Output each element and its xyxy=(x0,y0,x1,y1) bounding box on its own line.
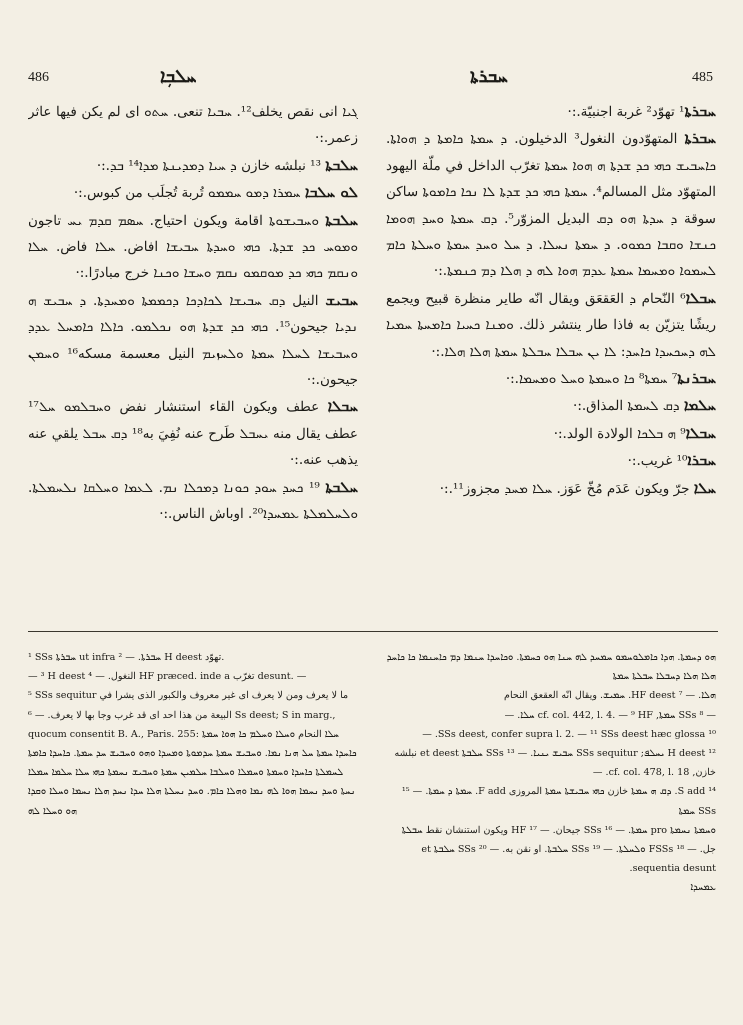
entry-gloss: ⁶ النّحام ܕ العَقعَق ويقال انّه طاير منظرة قبيح ويجمع ريشًا يتزيّن به فاذا طار ينتشر ذلك. ܘܡܢܐ ܟܚܝܐ ܟܐܡܚܬܐ ܚܡܝܐ ܠܗ ܕܚܟܚܕܐ ܟܐܚܕ: ܠܐ ܝܢ ܚܒܠܐ ܚܒܠܬܐ ܚܡܬܐ ܗܠܐ ܗܠܐ.:· xyxy=(386,290,716,360)
entry-gloss: المتهوّدون النغول³ الدخيلون. ܕ ܚܡܬܐ ܟܐܡܬܐ ܕ ܗܘܐܬܐ. ܟܐܚܒܝܫ ܟܗܝ ܟܕ ܫܕܬܐ ܗ ܗܘܐ ܚܡܬܐ تغرّب الداخل في ملّة اليهود المتهوّد مثل المسالم⁴. ܚܡܬܐ ܟܗܝ ܟܕ ܫܕܬܐ ܠܐ ܢܟܐ ܟܐܡܘܬܐ ساكن سوقة ܕ ܚܕܬܐ ܗܘ ܕܩ البديل المزوّر⁵. ܕܩ ܚܡܬܐ ܘܚܕ ܗܘܡܐ ܟܢܫܐ ܘܩܒܐ ܟܡܘܘ. ܕ ܚܡܬܐ ܢܚܠܐ. ܕ ܚܠ ܘܚܕ ܚܡܬܐ ܘܚܠܬܐ ܟܐܡ ܠܚܡܘܐ ܘܡܚܡܐ ܚܡܬܐ ܥܕܡ ܗܘܐ ܠܗ ܕ ܗܠܐ ܕܡ ܟܢܡܬܐ.:· xyxy=(386,131,716,280)
entry-headword: ܚܒܪܬܐ xyxy=(684,102,716,120)
entry-headword: ܚܒܠܐ xyxy=(685,423,716,442)
entry-headword: ܚܒܪܢܬܐ xyxy=(677,369,716,388)
lexicon-entry xyxy=(386,475,716,502)
footnote-line: ܘܚܡܬܐ ܢܚܡܬܐ pro ܚܡܬܐ. — ¹⁶ SSs جيحان. — ¹⁷ HF ويكون استنشان نقط ܚܒܠܬܐ جل. — ¹⁸ FSSs ܘܠܚܠܬܐ. — ¹⁹ SSs ܚܠܒܬܐ. او نقن به. — ²⁰ SSs ܚܠܒܬܐ et sequentia desunt. xyxy=(401,824,716,875)
right-page-number: 485 xyxy=(692,70,713,85)
entry-headword: ܚܒܠܐ xyxy=(327,397,358,416)
entry-gloss: ¹ تهوّد² غربة اجنبيّة.:· xyxy=(567,104,685,120)
footnote-line: ܥܡܚܕܐ xyxy=(690,882,716,894)
lexicon-entry xyxy=(386,125,716,284)
footnote-divider xyxy=(28,631,718,632)
entry-headword: ܚܠܒܬܐ xyxy=(325,477,358,496)
lexicon-entry xyxy=(386,365,716,392)
entry-gloss: ܕܩ ܠܚܡܬܐ المذاق.:· xyxy=(573,398,680,415)
lexicon-entry xyxy=(28,98,358,152)
entry-headword: ܚܒܝܫ xyxy=(325,290,358,309)
entry-gloss: جرّ ويكون عَدَم مُخّ عَوَز. ܚܠܐ ܡܚܕ مجزوز¹¹.:· xyxy=(439,480,690,497)
entry-headword: ܚܒܪܬܐ xyxy=(684,129,716,148)
lexicon-entry xyxy=(386,98,716,125)
footnote-line: ¹⁰ SSs deest, confer supra l. 2. — ¹¹ SSs deest hæc glossa. — xyxy=(422,728,716,740)
entry-headword: ܠܘ ܚܠܒܐ xyxy=(304,183,358,202)
entry-headword: ܚܒܠܐ xyxy=(685,288,716,307)
right-text-column xyxy=(386,98,716,618)
entry-gloss: عطف ويكون القاء استنشار نفض ܘܚܒܠܡܘ ܚܠ¹⁷ عطف يقال منه ܝܚܒܠ طَرح عنه نُفِيَ به¹⁸ ܕܩ ܚܒܠ يلقي عنه يذهب عنه.:· xyxy=(28,399,358,469)
lexicon-entry xyxy=(28,393,358,473)
footnote-line: — ⁸ SSs ܚܡܬܐ, cf. col. 442, l. 4. — ⁹ HF ܚܠܐ. — xyxy=(504,709,716,721)
lexicon-entry xyxy=(386,420,716,447)
lexicon-entry xyxy=(386,447,716,474)
entry-gloss: ¹³ نبلشه خازن ܕ ܚܝܐ ܕܡܕܝܢܬܐ ܡܕܐ¹⁴ ܒܕ.:· xyxy=(96,157,321,174)
footnote-line: ܗܘ ܕܚܡܬܐ. ܗܕܐ ܟܐܡܠܘܚܡܘ ܚܡܚܕ ܠܗ ܚܢܐ ܗܘ ܟܚܡܬܐ. ܘܟܐܚܕܐ ܚܢܡܐ ܕܡ ܟܐܚܢܡܐ ܟܐ ܟܐܚܕ ܗܠܐ ܗܠܐ ܕܚܒܠܐ ܚܒܠܬܐ ܚܡܬܐ xyxy=(386,652,716,683)
footnote-line: ⁵ SSs sequitur ما لا يعرف ومن لا يعرف اى غير معروف والكبور الذى يشرا في البيعة من هذا احد اى قد غرب وجا بها لا يعرف. — ⁶ Ss deest; S in marg., quocum consentit B. A., Paris. 255: ܚܠܐ النحام ܘܚܠܐ ܘܚܠܡ ܟܐ ܗܘܐ ܚܡܬܐ ܟܐܚܕܐ ܚܡܬܐ ܚܠ ܗܢܐ ܢܡܐ. ܘܚܒܝܫ ܚܡܬܐ ܚܕܡܘܬܐ ܘܡܚܕܐ ܘܗܘ ܘܚܒܝܫ ܚܕ ܚܡܬܐ. ܟܐܚܕܐ ܟܐܡܬܐ ܠܚܡܠܬܐ ܟܐܚܕܐ ܘܚܡܬܐ ܘܚܡܠܐ ܘܚܠܒܐ ܚܠܡܝܢ ܚܡܬܐ ܘܚܒܝܫ ܢܚܡܬܐ ܟܗܝ ܚܠܐ ܚܠܡܐ ܚܡܠܐ ܢܚܬܐ ܘܚܕ ܢܚܡܐ ܗܘܐ ܠܗ ܢܡܐ ܘܗܠܐ ܟܐܡ. ܘܚܕ ܢܚܠܬܐ ܗܠܐ ܚܕܐ ܢܚܕ ܗܠܐ ܢܚܡܐ ܘܚܠܐ ܘܩܕܐ ܗܘ ܘܚܠܐ ܠܗ xyxy=(28,690,357,817)
footnote-line: ¹ SSs ܚܒܪܬܐ ut infra ܚܒܪܬܐ. — ² H deest تهوّد. xyxy=(28,652,225,663)
entry-headword: ܚܠܡܐ xyxy=(683,396,716,415)
entry-headword: ܚܠܒܬܐ xyxy=(325,155,358,174)
lexicon-entry xyxy=(28,179,358,206)
footnote-line: — ³ H deest النغول. — ⁴ HF præced. inde a تغرّب desunt. — xyxy=(28,671,307,683)
left-running-head: ܚܠܒܼܐ xyxy=(160,66,197,87)
entry-gloss: النيل ܕܩ ܚܒܝܫܐ ܠܟܐܕܟܐ ܕܟܡܡܬܐ ܘܡܚܕܬܐ. ܕ ܚܒܝܫ ܗ ܢܕܝܐ جيحون¹⁵. ܟܗܝ ܟܕ ܫܕܬܐ ܗܘ ܢܟܠܡܘ. ܟܐܠܐ ܟܐܡܚܠ ܥܕܕ ܘܚܒܝܫܐ ܠܚܠܐ ܚܡܬܐ ܘܠܚܙܝܡ النيل معسمة مسكه¹⁶ ܘܚܡܢ جيحون.:· xyxy=(28,292,358,389)
entry-gloss: ܘܚܒܝܫܘܬܐ اقامة ويكون احتياج. ܚܣܡ ܩܕܡ ܝܚ تاجون ܘܡܘܚ ܟܕ ܫܕܬܐ. ܟܗܝ ܘܚܕܬܐ ܚܒܝܫܐ افاض. ܚܠܐ فاض. ܚܠܐ ܘܢܩܡ ܟܗܝ ܟܕ ܡܘܩܡܘ ܢܩܡ ܘܚܫܐ ܘܟܢܐ خرج مبادرًا.:· xyxy=(28,212,358,282)
entry-gloss: ⁷ ܚܡܬܐ⁸ ܟܐ ܘܚܡܬܐ ܘܚܠ ܘܡܚܡܐ.:· xyxy=(505,371,678,388)
entry-gloss: ܚܡܪܐ ܕܡܘ ܚܡܡܘ تُربة تُجلَب من كبوس.:· xyxy=(73,185,301,202)
right-footnotes xyxy=(386,648,716,918)
left-page-number: 486 xyxy=(28,70,49,85)
lexicon-entry xyxy=(28,474,358,528)
footnote-line: ܗܠܐ. — ⁷ HF deest. ܚܡܝܫ. ويقال انّه العقعق النحام xyxy=(504,690,716,702)
left-footnotes xyxy=(28,648,358,918)
lexicon-entry xyxy=(386,392,716,419)
entry-gloss: ¹⁰ غريب.:· xyxy=(627,453,688,470)
entry-gloss: ܓܝܐ انى نقص يخلف¹². ܚܒܝܐ تنعى. ܚܬܘ اى لم يكن فيها عاثر زعمر.:· xyxy=(28,104,358,147)
right-running-head: ܚܒܪܬܐ xyxy=(470,66,508,87)
entry-headword: ܚܠܐ xyxy=(693,478,716,497)
footnote-line: ¹² H deest ܝܚܠܦ; SSs sequitur ܚܒܝܫ ܝܢܝܐ. — ¹³ SSs ܚܠܒܬܐ et deest نبلشه خازن, cf. col. 478, l. 18. — xyxy=(394,748,716,779)
lexicon-entry xyxy=(28,287,358,394)
left-text-column xyxy=(28,98,358,618)
entry-gloss: ⁹ ܗ ܒܠܟܐ الولادة الولد.:· xyxy=(553,425,686,442)
lexicon-entry xyxy=(28,207,358,287)
lexicon-entry xyxy=(386,285,716,365)
entry-headword: ܚܠܒܬܐ xyxy=(325,210,358,229)
entry-headword: ܚܒܪܐ xyxy=(687,451,716,470)
lexicon-entry xyxy=(28,152,358,179)
entry-gloss: ¹⁹ ܟܚܕ ܚܘܕ ܟܘܢܐ ܕܡܟܠܐ ܢܡ. ܠܥܡܐ ܘܚܠܩܐ ܢܠܚܡܠܬܐ. ܘܠܚܠܡܠܬܐ ܥܡܚܕܐ²⁰. اوباش الناس.:· xyxy=(28,479,358,523)
footnote-line: ¹⁴ S add. ܕܩ ܗ ܚܡܬܐ خازن ܟܗܝ ܚܒܝܫܬܐ ܚܡܬܐ المروزى F add. ܚܡܬܐ ܕ ܚܡܬܐ. — ¹⁵ SSs ܚܡܬܐ xyxy=(401,786,716,817)
